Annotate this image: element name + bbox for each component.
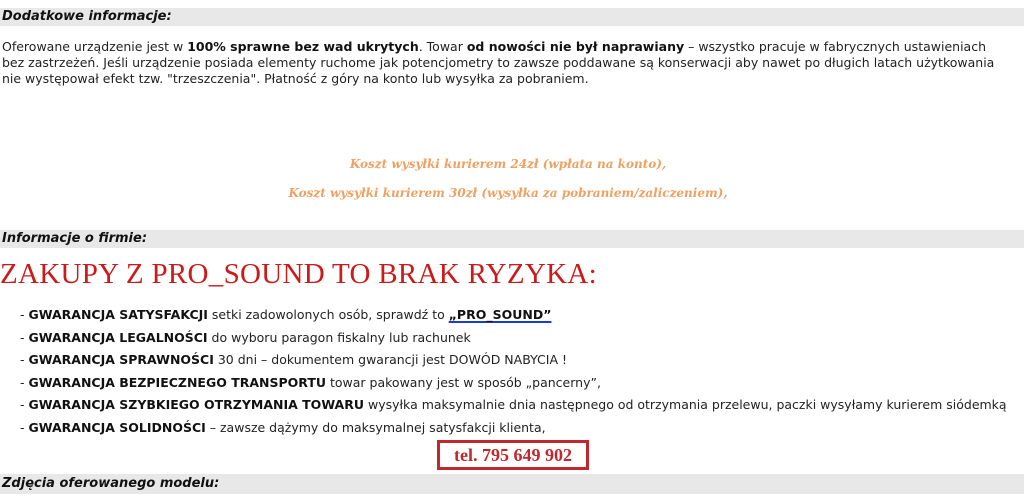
- description-text-1: Oferowane urządzenie jest w: [2, 39, 188, 54]
- section-header-photos: Zdjęcia oferowanego modelu:: [0, 474, 1024, 494]
- shipping-cost-prepaid: Koszt wysyłki kurierem 24zł (wpłata na konto),: [349, 157, 667, 171]
- description-bold-2: od nowości nie był naprawiany: [466, 39, 685, 54]
- bullet-dash: -: [20, 329, 29, 345]
- phone-number-box: tel. 795 649 902: [437, 440, 589, 470]
- guarantee-text: – zawsze dążymy do maksymalnej satysfakcji klienta,: [205, 419, 546, 435]
- guarantee-text: setki zadowolonych osób, sprawdź to: [207, 307, 449, 322]
- description-bold-1: 100% sprawne bez wad ukrytych: [187, 39, 419, 54]
- bullet-dash: -: [20, 374, 29, 390]
- company-headline: ZAKUPY Z PRO_SOUND TO BRAK RYZYKA:: [0, 258, 597, 290]
- description-text-2: . Towar: [418, 39, 467, 54]
- guarantee-title: GWARANCJA BEZPIECZNEGO TRANSPORTU: [28, 374, 327, 390]
- guarantee-text: wysyłka maksymalnie dnia następnego od otrzymania przelewu, paczki wysyłamy kurierem siódemką: [364, 397, 1007, 412]
- description-text-3: – wszystko pracuje w fabrycznych ustawieniach bez zastrzeżeń. Jeśli urządzenie posiada elementy ruchome jak potencjometry to zawsze poddawane są konserwacji aby nawet po długich latach użytkowania nie występował efekt tzw. "trzeszczenia". Płatność z góry na konto lub wysyłka za pobraniem.: [2, 39, 995, 86]
- bullet-dash: -: [20, 397, 29, 412]
- guarantee-item-reliability: [20, 418, 1007, 441]
- bullet-dash: -: [20, 419, 29, 435]
- guarantee-text: do wyboru paragon fiskalny lub rachunek: [207, 329, 471, 345]
- guarantee-title: GWARANCJA LEGALNOŚCI: [28, 329, 208, 345]
- guarantee-item-working: [20, 350, 1007, 373]
- guarantee-item-satisfaction: [20, 305, 1007, 328]
- guarantee-item-transport: [20, 373, 1007, 396]
- pro-sound-link[interactable]: „PRO_SOUND”: [448, 307, 552, 322]
- guarantee-text: towar pakowany jest w sposób „pancerny”,: [326, 374, 601, 390]
- section-header-extra-info: Dodatkowe informacje:: [0, 8, 1024, 26]
- guarantee-title: GWARANCJA SATYSFAKCJI: [28, 307, 208, 322]
- section-header-company-info: Informacje o firmie:: [0, 230, 1024, 248]
- guarantee-title: GWARANCJA SOLIDNOŚCI: [28, 419, 206, 435]
- guarantee-list: [20, 305, 1007, 440]
- bullet-dash: -: [20, 307, 29, 322]
- bullet-dash: -: [20, 352, 29, 367]
- guarantee-title: GWARANCJA SPRAWNOŚCI: [28, 352, 214, 367]
- guarantee-item-fast-delivery: [20, 395, 1007, 418]
- shipping-cost-cod: Koszt wysyłki kurierem 30zł (wysyłka za pobraniem/zaliczeniem),: [288, 186, 728, 200]
- guarantee-item-legality: [20, 328, 1007, 351]
- description-paragraph: [2, 39, 1012, 87]
- guarantee-title: GWARANCJA SZYBKIEGO OTRZYMANIA TOWARU: [28, 397, 364, 412]
- guarantee-text: 30 dni – dokumentem gwarancji jest DOWÓD NABYCIA !: [213, 352, 567, 367]
